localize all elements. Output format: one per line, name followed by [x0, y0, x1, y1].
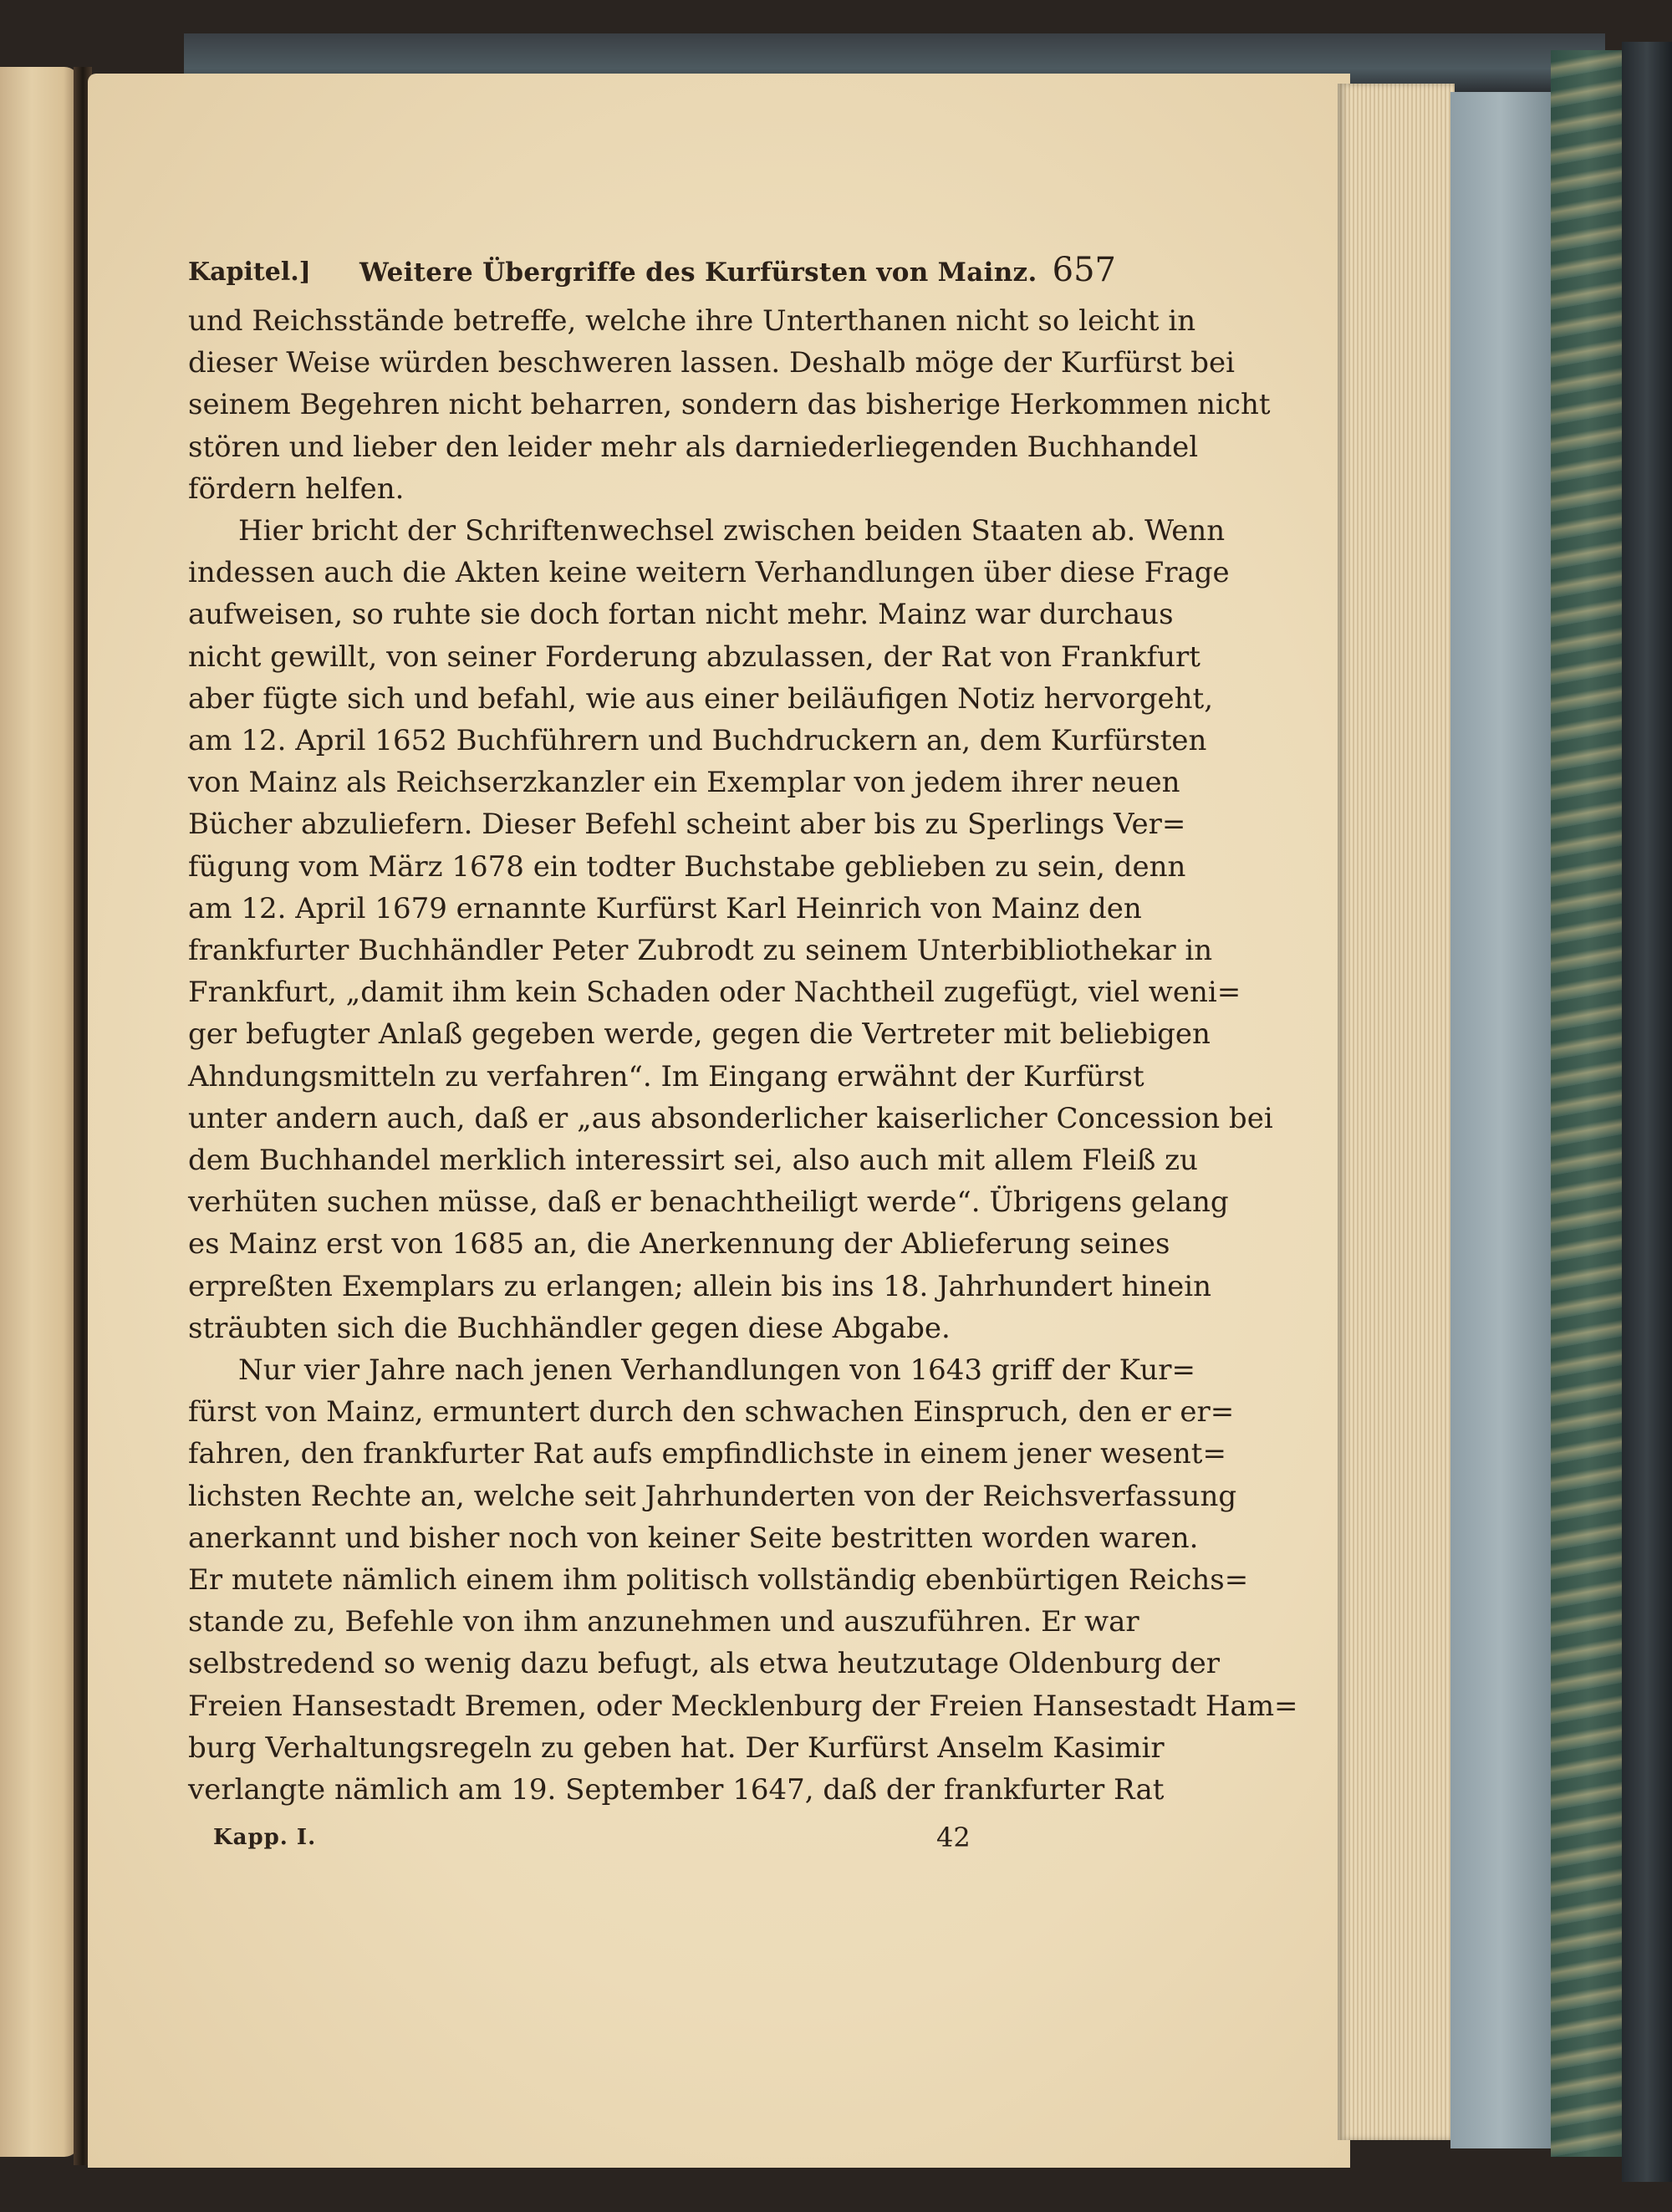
text-line: lichsten Rechte an, welche seit Jahrhunderten von der Reichsverfassung	[188, 1480, 1237, 1513]
text-line: sträubten sich die Buchhändler gegen diese Abgabe.	[188, 1312, 951, 1345]
text-line: fahren, den frankfurter Rat aufs empfindlichste in einem jener wesent=	[188, 1437, 1226, 1470]
text-line: fürst von Mainz, ermuntert durch den schwachen Einspruch, den er er=	[188, 1395, 1235, 1429]
left-page-edge	[0, 67, 79, 2157]
text-line: Ahndungsmitteln zu verfahren“. Im Eingang erwähnt der Kurfürst	[188, 1060, 1144, 1093]
text-line: ger befugter Anlaß gegeben werde, gegen die Vertreter mit beliebigen	[188, 1017, 1211, 1051]
page-stack-edges	[1338, 84, 1455, 2140]
text-line: aufweisen, so ruhte sie doch fortan nicht mehr. Mainz war durchaus	[188, 598, 1174, 631]
text-line: indessen auch die Akten keine weitern Verhandlungen über diese Frage	[188, 556, 1230, 589]
text-line: fügung vom März 1678 ein todter Buchstabe geblieben zu sein, denn	[188, 850, 1186, 884]
text-line: dem Buchhandel merklich interessirt sei, also auch mit allem Fleiß zu	[188, 1144, 1198, 1177]
text-line: Hier bricht der Schriftenwechsel zwischen beiden Staaten ab. Wenn	[238, 514, 1226, 548]
text-line: nicht gewillt, von seiner Forderung abzulassen, der Rat von Frankfurt	[188, 640, 1200, 674]
text-line: Bücher abzuliefern. Dieser Befehl scheint aber bis zu Sperlings Ver=	[188, 808, 1186, 841]
text-line: und Reichsstände betreffe, welche ihre Unterthanen nicht so leicht in	[188, 304, 1196, 338]
text-line: erpreßten Exemplars zu erlangen; allein bis ins 18. Jahrhundert hinein	[188, 1270, 1211, 1303]
sheet-number: 42	[936, 1822, 971, 1853]
text-line: frankfurter Buchhändler Peter Zubrodt zu seinem Unterbibliothekar in	[188, 934, 1213, 967]
text-line: unter andern auch, daß er „aus absonderlicher kaiserlicher Concession bei	[188, 1102, 1273, 1135]
signature-mark: Kapp. I.	[213, 1825, 317, 1850]
page-number: 657	[1052, 251, 1116, 289]
text-line: fördern helfen.	[188, 472, 405, 506]
chapter-label: Kapitel.]	[188, 257, 311, 287]
text-line: verlangte nämlich am 19. September 1647, daß der frankfurter Rat	[188, 1773, 1165, 1807]
page-footer	[188, 1818, 1116, 1860]
text-line: Freien Hansestadt Bremen, oder Mecklenburg der Freien Hansestadt Ham=	[188, 1690, 1298, 1723]
text-line: anerkannt und bisher noch von keiner Seite bestritten worden waren.	[188, 1521, 1199, 1555]
text-line: stande zu, Befehle von ihm anzunehmen und auszuführen. Er war	[188, 1605, 1139, 1639]
marbled-endpaper	[1551, 50, 1626, 2157]
text-line: dieser Weise würden beschweren lassen. Deshalb möge der Kurfürst bei	[188, 346, 1236, 380]
text-line: selbstredend so wenig dazu befugt, als etwa heutzutage Oldenburg der	[188, 1647, 1220, 1680]
text-line: seinem Begehren nicht beharren, sondern das bisherige Herkommen nicht	[188, 388, 1271, 421]
text-line: Nur vier Jahre nach jenen Verhandlungen von 1643 griff der Kur=	[238, 1353, 1195, 1387]
text-line: am 12. April 1652 Buchführern und Buchdruckern an, dem Kurfürsten	[188, 724, 1207, 757]
book-cover-right	[1622, 42, 1672, 2182]
text-line: stören und lieber den leider mehr als darniederliegenden Buchhandel	[188, 431, 1199, 464]
text-line: Frankfurt, „damit ihm kein Schaden oder Nachtheil zugefügt, viel weni=	[188, 976, 1241, 1009]
text-line: burg Verhaltungsregeln zu geben hat. Der Kurfürst Anselm Kasimir	[188, 1731, 1165, 1765]
running-title: Weitere Übergriffe des Kurfürsten von Mainz.	[359, 257, 1037, 288]
text-line: Er mutete nämlich einem ihm politisch vollständig ebenbürtigen Reichs=	[188, 1563, 1249, 1597]
text-line: verhüten suchen müsse, daß er benachtheiligt werde“. Übrigens gelang	[188, 1185, 1229, 1219]
text-line: es Mainz erst von 1685 an, die Anerkennung der Ablieferung seines	[188, 1227, 1170, 1261]
cover-board	[1450, 92, 1551, 2148]
text-line: am 12. April 1679 ernannte Kurfürst Karl Heinrich von Mainz den	[188, 892, 1142, 925]
text-line: von Mainz als Reichserzkanzler ein Exemplar von jedem ihrer neuen	[188, 766, 1180, 799]
text-line: aber fügte sich und befahl, wie aus einer beiläufigen Notiz hervorgeht,	[188, 682, 1214, 716]
running-header	[188, 251, 1116, 293]
